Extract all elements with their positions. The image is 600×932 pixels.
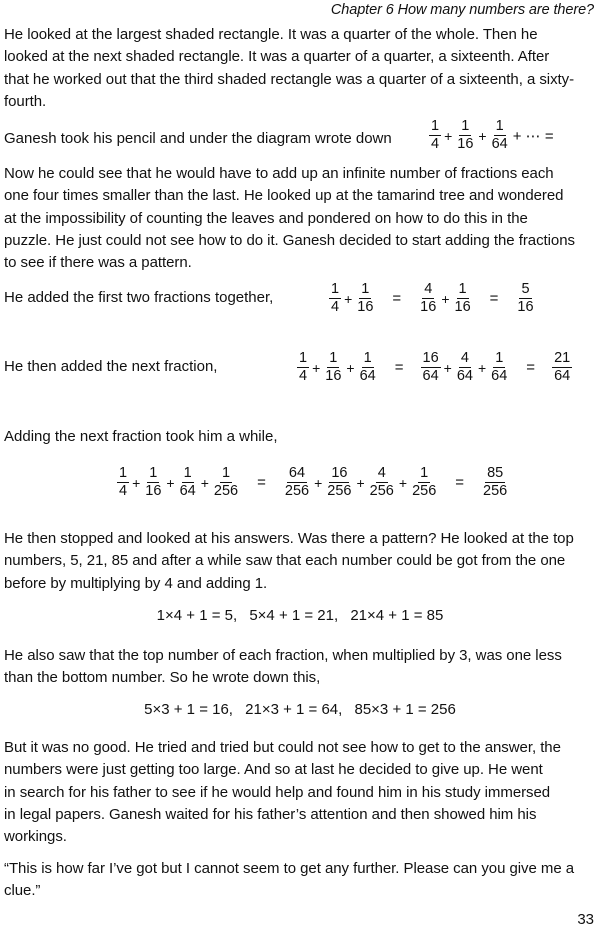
numerator: 1 — [420, 465, 429, 481]
step3-label: Adding the next fraction took him a while, — [4, 428, 278, 445]
text-line: Now he could see that he would have to add up an infinite number of fractions each — [4, 165, 554, 182]
equals-sign: = — [489, 290, 499, 307]
text-line: looked at the next shaded rectangle. It was a quarter of a quarter, a sixteenth. After — [4, 48, 550, 66]
denominator: 4 — [119, 483, 128, 499]
numerator: 1 — [363, 350, 372, 366]
ganesh-wrote-label: Ganesh took his pencil and under the diagram wrote down — [4, 130, 392, 147]
text-line: puzzle. He just could not see how to do it. Ganesh decided to start adding the fractions — [4, 231, 575, 249]
fraction — [212, 465, 240, 500]
equals-sign: = — [394, 359, 404, 376]
fraction — [143, 465, 163, 500]
plus-sign: + — [200, 474, 209, 491]
fraction — [323, 350, 343, 385]
denominator: 4 — [331, 299, 340, 315]
text-line: He looked at the largest shaded rectangle. It was a quarter of the whole. Then he — [4, 26, 538, 43]
fraction — [329, 281, 341, 316]
numerator: 1 — [331, 281, 340, 297]
text-line: one four times smaller than the last. He looked up at the tamarind tree and wondered — [4, 187, 564, 205]
denominator: 16 — [420, 299, 437, 315]
fraction — [489, 350, 509, 385]
paragraph-pattern — [4, 528, 598, 595]
plus-sign: + — [478, 127, 487, 144]
equals-sign: = — [455, 474, 465, 491]
equation: 5×3 + 1 = 16, — [144, 701, 233, 718]
infinite-series-expression — [428, 118, 556, 153]
numerator: 1 — [299, 350, 308, 366]
plus-sign: + — [132, 474, 141, 491]
plus-sign: + — [166, 474, 175, 491]
numerator: 21 — [554, 350, 571, 366]
equation: 21×4 + 1 = 85 — [350, 607, 444, 624]
fraction — [297, 350, 309, 385]
result-fraction — [515, 281, 535, 316]
text-line: But it was no good. He tried and tried but could not see how to get to the answer, the — [4, 739, 561, 756]
denominator: 16 — [325, 368, 342, 384]
equals-sign: = — [392, 290, 402, 307]
denominator: 256 — [213, 483, 239, 499]
numerator: 4 — [424, 281, 433, 297]
plus-sign: + — [346, 359, 355, 376]
text-line: than the bottom number. So he wrote down this, — [4, 669, 321, 687]
text-line: workings. — [4, 828, 67, 846]
plus-sign: + — [356, 474, 365, 491]
numerator: 1 — [495, 118, 504, 134]
numerator: 1 — [431, 118, 440, 134]
denominator: 256 — [327, 483, 352, 499]
denominator: 64 — [554, 368, 571, 384]
denominator: 64 — [491, 368, 508, 384]
denominator: 16 — [454, 299, 471, 315]
page-number: 33 — [577, 911, 594, 928]
paragraph-shaded-rectangles — [4, 24, 598, 113]
step1-label: He added the first two fractions together, — [4, 289, 274, 306]
fraction — [429, 118, 441, 153]
text-line: numbers were just getting too large. And so at last he decided to give up. He went — [4, 761, 543, 779]
numerator: 1 — [361, 281, 370, 297]
result-fraction — [552, 350, 572, 385]
text-line: clue.” — [4, 882, 41, 900]
fraction — [325, 465, 353, 500]
fraction — [455, 350, 475, 385]
paragraph-top-number — [4, 645, 598, 690]
text-line: before by multiplying by 4 and adding 1. — [4, 574, 268, 592]
numerator: 1 — [221, 465, 231, 481]
text-line: that he worked out that the third shaded rectangle was a quarter of a sixteenth, a sixty- — [4, 70, 575, 88]
paragraph-quote — [4, 858, 598, 903]
equals-sign: = — [257, 474, 266, 491]
plus-sign: + — [314, 474, 323, 491]
text-line: in legal papers. Ganesh waited for his father’s attention and then showed him his — [4, 805, 537, 823]
denominator: 16 — [357, 299, 374, 315]
numerator: 16 — [422, 350, 439, 366]
paragraph-give-up — [4, 737, 598, 848]
denominator: 16 — [457, 136, 474, 152]
equation: 5×4 + 1 = 21, — [249, 607, 339, 624]
fraction — [418, 281, 438, 316]
denominator: 256 — [284, 483, 310, 499]
plus-sign: + — [443, 359, 452, 376]
denominator: 64 — [456, 368, 473, 384]
numerator: 1 — [119, 465, 128, 481]
fraction — [453, 281, 473, 316]
step2-label: He then added the next fraction, — [4, 358, 218, 375]
numerator: 1 — [329, 350, 338, 366]
paragraph-infinite-fractions — [4, 163, 598, 274]
fraction — [410, 465, 438, 500]
fraction — [368, 465, 396, 500]
fraction — [421, 350, 441, 385]
numerator: 85 — [487, 465, 504, 481]
numerator: 16 — [331, 465, 348, 481]
text-line: fourth. — [4, 92, 47, 110]
plus-sign: + — [441, 290, 450, 307]
plus-sign: + — [312, 359, 321, 376]
step1-equation — [328, 281, 537, 316]
text-line: in search for his father to see if he would help and found him in his study immersed — [4, 783, 551, 801]
fraction — [355, 281, 375, 316]
text-line: “This is how far I’ve got but I cannot seem to get any further. Please can you give me a — [4, 860, 575, 877]
denominator: 64 — [491, 136, 508, 152]
fraction — [358, 350, 378, 385]
numerator: 1 — [149, 465, 158, 481]
plus-sign: + — [398, 474, 408, 491]
fraction — [283, 465, 311, 500]
numerator: 4 — [377, 465, 386, 481]
step2-equation — [296, 350, 573, 385]
numerator: 1 — [495, 350, 504, 366]
equation: 1×4 + 1 = 5, — [156, 607, 238, 624]
denominator: 256 — [412, 483, 437, 499]
multiply-by-four-equations — [0, 607, 600, 624]
step3-equation — [116, 465, 510, 500]
denominator: 64 — [359, 368, 376, 384]
denominator: 256 — [369, 483, 394, 499]
denominator: 16 — [145, 483, 162, 499]
denominator: 256 — [483, 483, 508, 499]
text-line: He also saw that the top number of each fraction, when multiplied by 3, was one less — [4, 647, 562, 664]
plus-sign: + — [477, 359, 487, 376]
plus-sign: + — [444, 127, 453, 144]
numerator: 1 — [461, 118, 470, 134]
denominator: 16 — [517, 299, 534, 315]
result-fraction — [481, 465, 509, 500]
fraction — [455, 118, 475, 153]
fraction — [490, 118, 510, 153]
text-line: He then stopped and looked at his answers. Was there a pattern? He looked at the top — [4, 530, 574, 547]
equals-sign: = — [526, 359, 536, 376]
denominator: 4 — [431, 136, 440, 152]
multiply-by-three-equations — [0, 701, 600, 718]
denominator: 64 — [422, 368, 439, 384]
equation: 85×3 + 1 = 256 — [354, 701, 456, 718]
numerator: 4 — [460, 350, 469, 366]
text-line: to see if there was a pattern. — [4, 254, 192, 272]
text-line: numbers, 5, 21, 85 and after a while saw that each number could be got from the one — [4, 552, 566, 570]
numerator: 1 — [183, 465, 192, 481]
numerator: 64 — [288, 465, 306, 481]
equation: 21×3 + 1 = 64, — [245, 701, 343, 718]
numerator: 5 — [521, 281, 530, 297]
plus-sign: + — [344, 290, 353, 307]
fraction — [178, 465, 198, 500]
chapter-header: Chapter 6 How many numbers are there? — [330, 2, 594, 18]
denominator: 64 — [179, 483, 196, 499]
numerator: 1 — [458, 281, 467, 297]
fraction — [117, 465, 129, 500]
series-tail: + ⋯ = — [512, 127, 554, 145]
denominator: 4 — [299, 368, 308, 384]
text-line: at the impossibility of counting the leaves and pondered on how to do this in the — [4, 209, 528, 227]
